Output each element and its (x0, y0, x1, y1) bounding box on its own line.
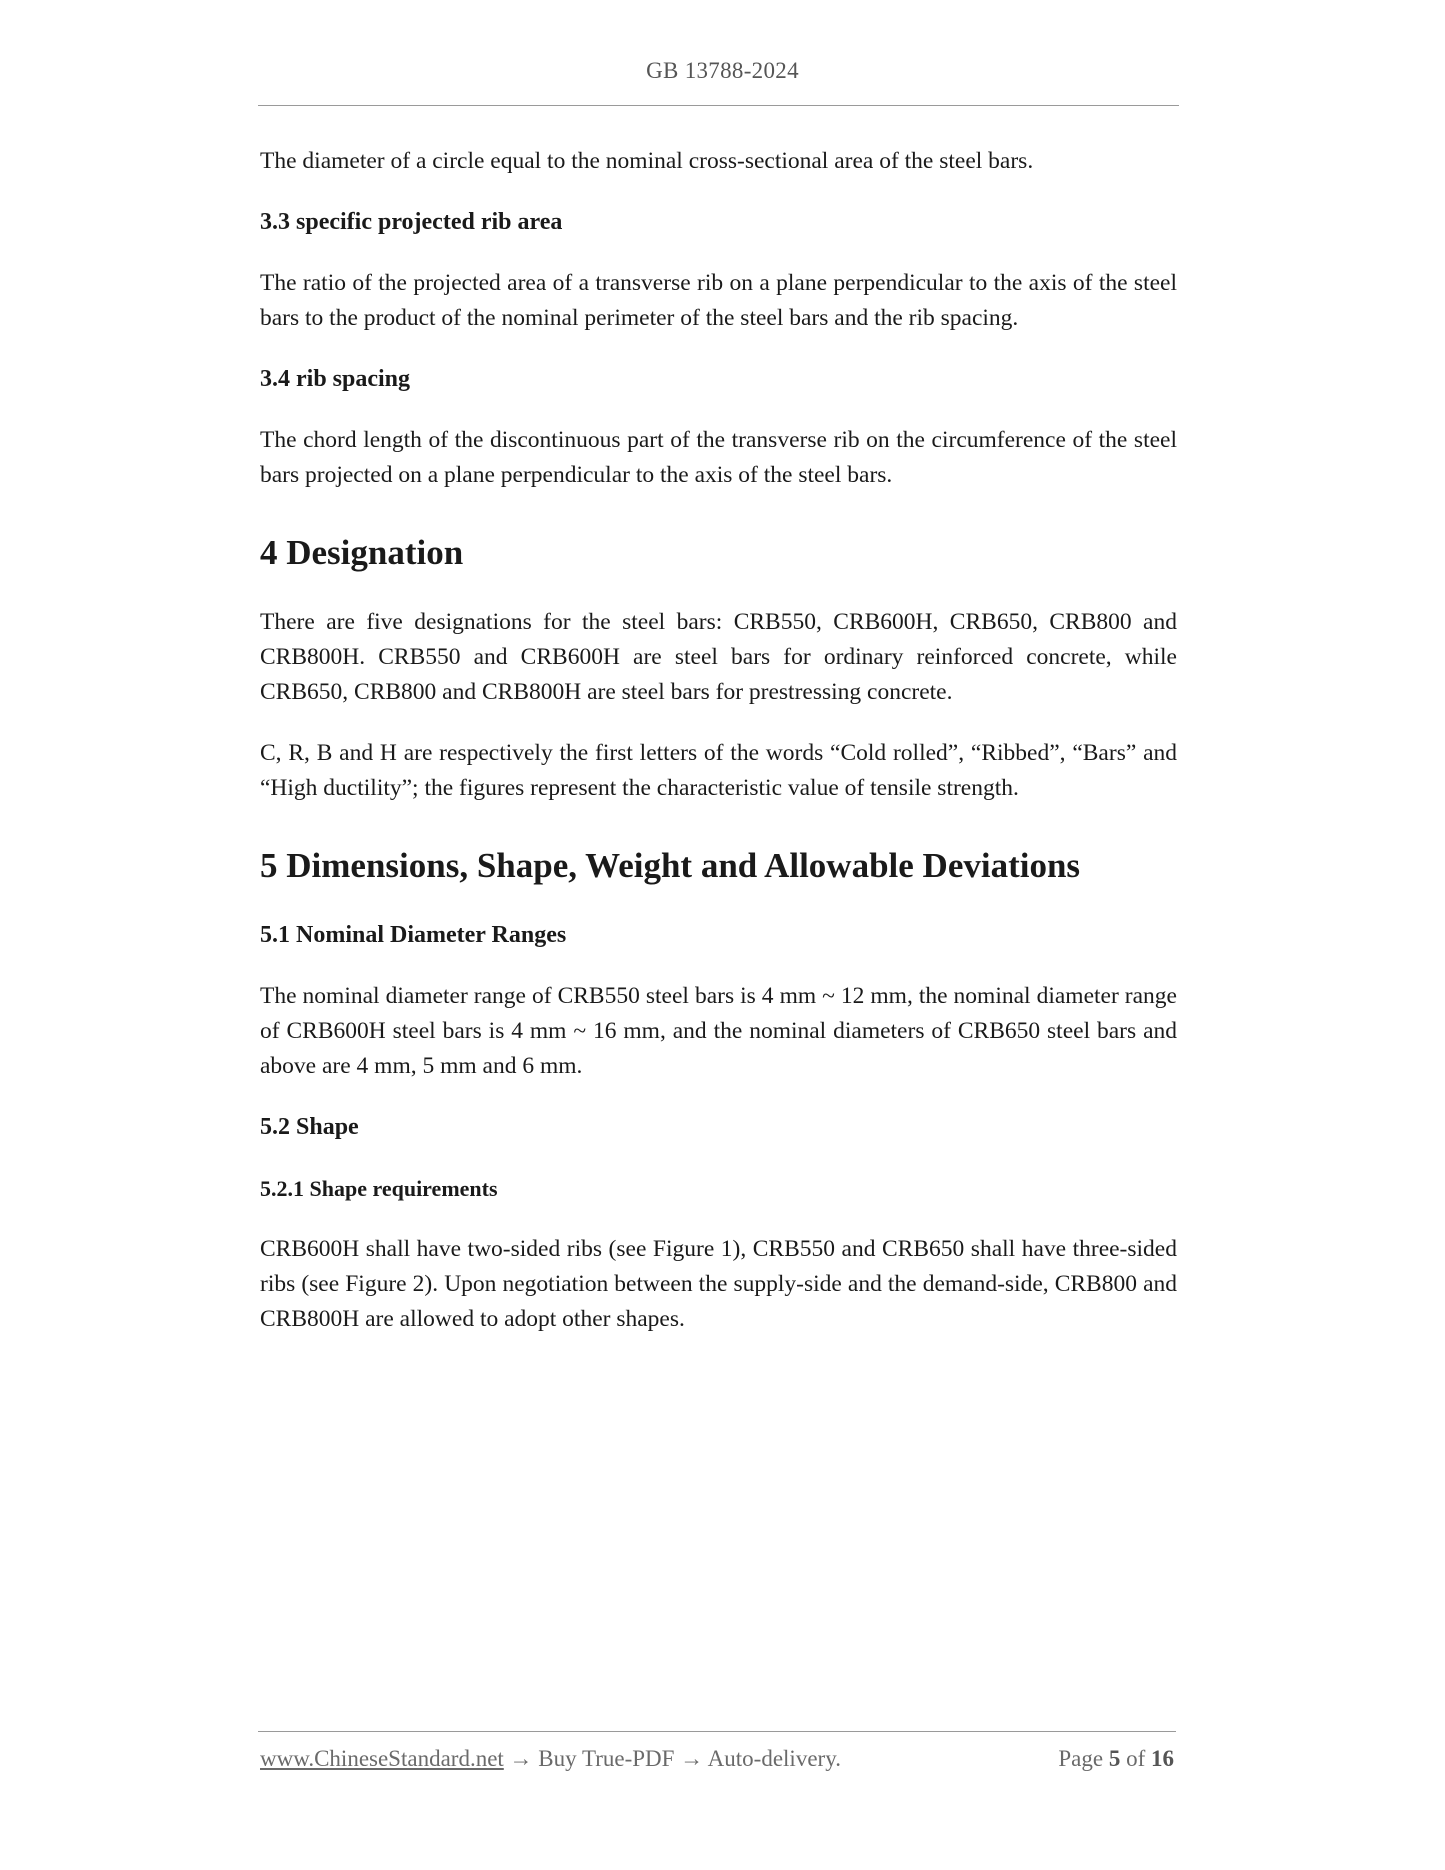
header-divider (258, 105, 1179, 106)
document-body (260, 144, 1177, 1363)
section-5-2-heading: 5.2 Shape (260, 1114, 359, 1140)
page-footer (260, 1746, 1174, 1772)
footer-links (260, 1746, 841, 1772)
page-indicator (1058, 1746, 1174, 1772)
arrow-right-icon: → (674, 1746, 708, 1771)
total-page-count: 16 (1151, 1746, 1174, 1771)
page-of-label: of (1126, 1746, 1146, 1771)
section-4-heading: 4 Designation (260, 533, 464, 572)
page-header-title: GB 13788-2024 (646, 58, 799, 83)
section-3-2-definition: The diameter of a circle equal to the nominal cross-sectional area of the steel bars. (260, 148, 1034, 174)
section-4-paragraph-1: There are five designations for the steel bars: CRB550, CRB600H, CRB650, CRB800 and CRB800H. CRB550 and CRB600H are steel bars for ordinary reinforced concrete, while CRB650, CRB800 and CRB800H are steel bars for prestressing concrete. (260, 609, 1177, 705)
buy-true-pdf-text: Buy True-PDF (538, 1746, 675, 1771)
section-5-heading: 5 Dimensions, Shape, Weight and Allowable Deviations (260, 846, 1081, 885)
section-3-4-definition: The chord length of the discontinuous part of the transverse rib on the circumference of the steel bars projected on a plane perpendicular to the axis of the steel bars. (260, 427, 1177, 488)
section-5-2-1-paragraph: CRB600H shall have two-sided ribs (see Figure 1), CRB550 and CRB650 shall have three-sided ribs (see Figure 2). Upon negotiation between the supply-side and the demand-side, CRB800 and CRB800H are allowed to adopt other shapes. (260, 1236, 1177, 1332)
section-5-1-heading: 5.1 Nominal Diameter Ranges (260, 922, 567, 948)
auto-delivery-text: Auto-delivery. (707, 1746, 841, 1771)
section-5-2-1-heading: 5.2.1 Shape requirements (260, 1176, 498, 1201)
page-label: Page (1058, 1746, 1104, 1771)
chinese-standard-link[interactable]: www.ChineseStandard.net (260, 1746, 504, 1771)
section-4-paragraph-2: C, R, B and H are respectively the first letters of the words “Cold rolled”, “Ribbed”, “Bars” and “High ductility”; the figures represent the characteristic value of tensile strength. (260, 740, 1177, 801)
current-page-number: 5 (1108, 1746, 1121, 1771)
section-3-3-definition: The ratio of the projected area of a transverse rib on a plane perpendicular to the axis of the steel bars to the product of the nominal perimeter of the steel bars and the rib spacing. (260, 270, 1177, 331)
section-5-1-paragraph: The nominal diameter range of CRB550 steel bars is 4 mm ~ 12 mm, the nominal diameter range of CRB600H steel bars is 4 mm ~ 16 mm, and the nominal diameters of CRB650 steel bars and above are 4 mm, 5 mm and 6 mm. (260, 983, 1177, 1079)
section-3-4-heading: 3.4 rib spacing (260, 366, 411, 392)
arrow-right-icon: → (503, 1746, 539, 1771)
footer-divider (258, 1731, 1176, 1732)
section-3-3-heading: 3.3 specific projected rib area (260, 209, 563, 235)
